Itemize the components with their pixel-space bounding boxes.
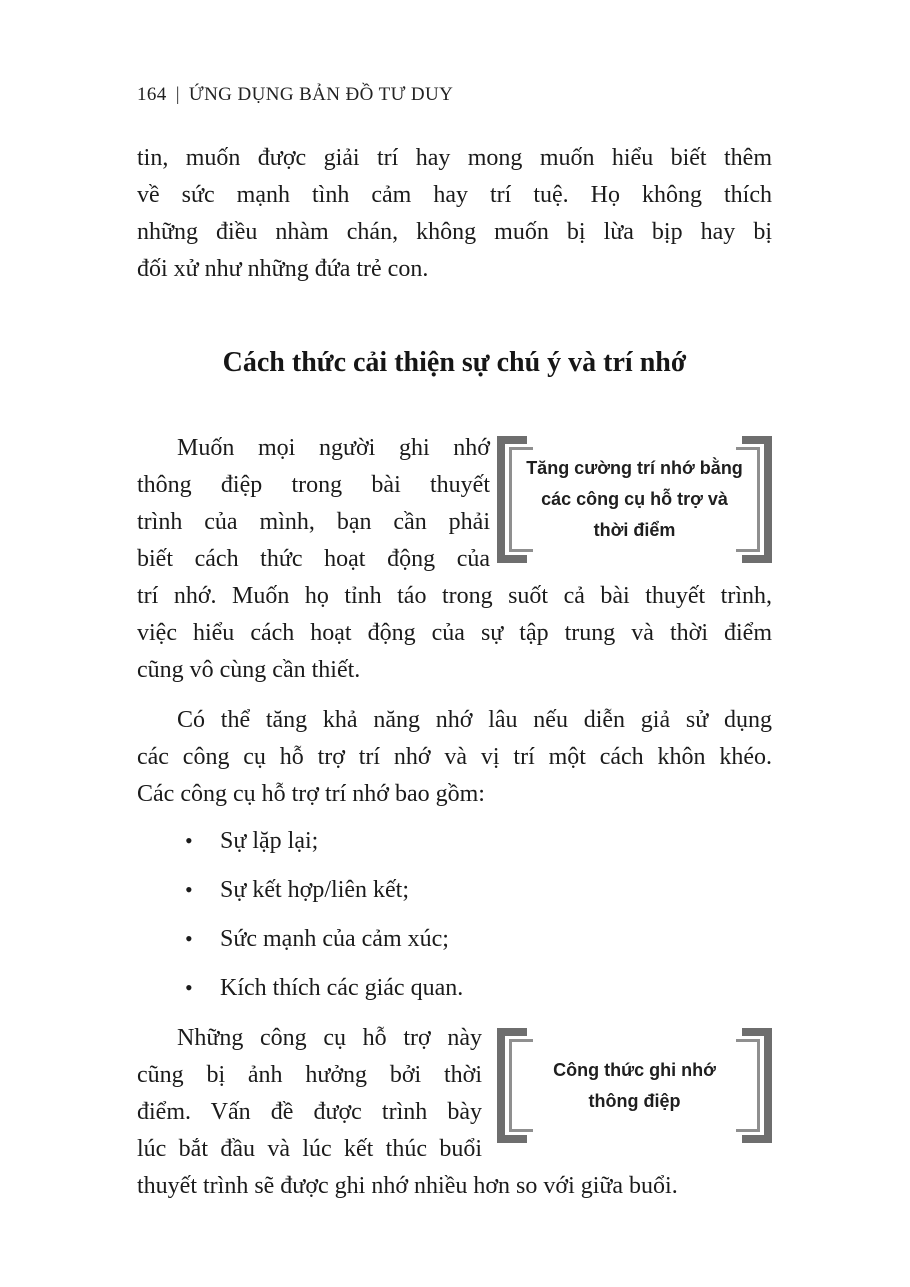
text-line: thông điệp trong bài thuyết: [137, 472, 490, 498]
header-separator: |: [175, 84, 180, 105]
callout-box-message-formula: [497, 1028, 772, 1143]
callout-line: thời điểm: [593, 520, 676, 540]
right-bracket-icon: [734, 1028, 772, 1143]
bullet-icon: •: [185, 975, 193, 1000]
callout-line: Tăng cường trí nhớ bằng: [526, 458, 743, 478]
bracket-inner-stroke: [736, 1039, 760, 1132]
text-line: Có thể tăng khả năng nhớ lâu nếu diễn giả sử dụng: [177, 707, 772, 733]
text-line: lúc bắt đầu và lúc kết thúc buổi: [137, 1136, 482, 1162]
bullet-icon: •: [185, 877, 193, 902]
text-line: Các công cụ hỗ trợ trí nhớ bao gồm:: [137, 781, 485, 807]
text-line: biết cách thức hoạt động của: [137, 546, 490, 572]
memory-aids-list: [137, 822, 772, 1018]
paragraph-memory-aids: [137, 702, 772, 813]
callout-box-memory-tools: [497, 436, 772, 563]
callout-line: Công thức ghi nhớ: [553, 1059, 716, 1080]
text-line: đối xử như những đứa trẻ con.: [137, 256, 429, 282]
text-line: các công cụ hỗ trợ trí nhớ và vị trí một cách khôn khéo.: [137, 744, 772, 770]
paragraph-timing: [137, 1020, 772, 1205]
text-line: cũng vô cùng cần thiết.: [137, 657, 361, 683]
text-line: Những công cụ hỗ trợ này: [177, 1025, 482, 1051]
bullet-icon: •: [185, 828, 193, 853]
list-item-label: Sự lặp lại;: [220, 828, 319, 854]
list-item-label: Sự kết hợp/liên kết;: [220, 877, 410, 903]
callout-line: các công cụ hỗ trợ và: [541, 489, 728, 509]
list-item-label: Sức mạnh của cảm xúc;: [220, 926, 449, 952]
bullet-icon: •: [185, 926, 193, 951]
text-line: về sức mạnh tình cảm hay trí tuệ. Họ không thích: [137, 182, 772, 208]
right-bracket-icon: [734, 436, 772, 563]
list-item: [137, 920, 772, 958]
text-line: Muốn mọi người ghi nhớ: [177, 435, 490, 461]
list-item: [137, 822, 772, 860]
page-number: 164: [137, 84, 167, 105]
text-line: cũng bị ảnh hưởng bởi thời: [137, 1062, 482, 1088]
text-line: điểm. Vấn đề được trình bày: [137, 1099, 482, 1125]
running-header: [137, 84, 772, 106]
callout-text: [517, 1028, 752, 1143]
text-line: việc hiểu cách hoạt động của sự tập trung và thời điểm: [137, 620, 772, 646]
text-line: tin, muốn được giải trí hay mong muốn hiểu biết thêm: [137, 145, 772, 171]
paragraph-intro: [137, 140, 772, 288]
bracket-inner-stroke: [736, 447, 760, 552]
text-line: trí nhớ. Muốn họ tỉnh táo trong suốt cả bài thuyết trình,: [137, 583, 772, 609]
list-item: [137, 871, 772, 909]
list-item: [137, 969, 772, 1007]
text-line: trình của mình, bạn cần phải: [137, 509, 490, 535]
paragraph-memory: [137, 430, 772, 689]
callout-text: [517, 436, 752, 563]
section-heading: Cách thức cải thiện sự chú ý và trí nhớ: [222, 347, 687, 378]
book-title: ỨNG DỤNG BẢN ĐỒ TƯ DUY: [188, 84, 454, 105]
text-line: những điều nhàm chán, không muốn bị lừa bịp hay bị: [137, 219, 772, 245]
text-line: thuyết trình sẽ được ghi nhớ nhiều hơn so với giữa buổi.: [137, 1173, 678, 1199]
callout-line: thông điệp: [588, 1090, 681, 1111]
list-item-label: Kích thích các giác quan.: [220, 975, 464, 1001]
